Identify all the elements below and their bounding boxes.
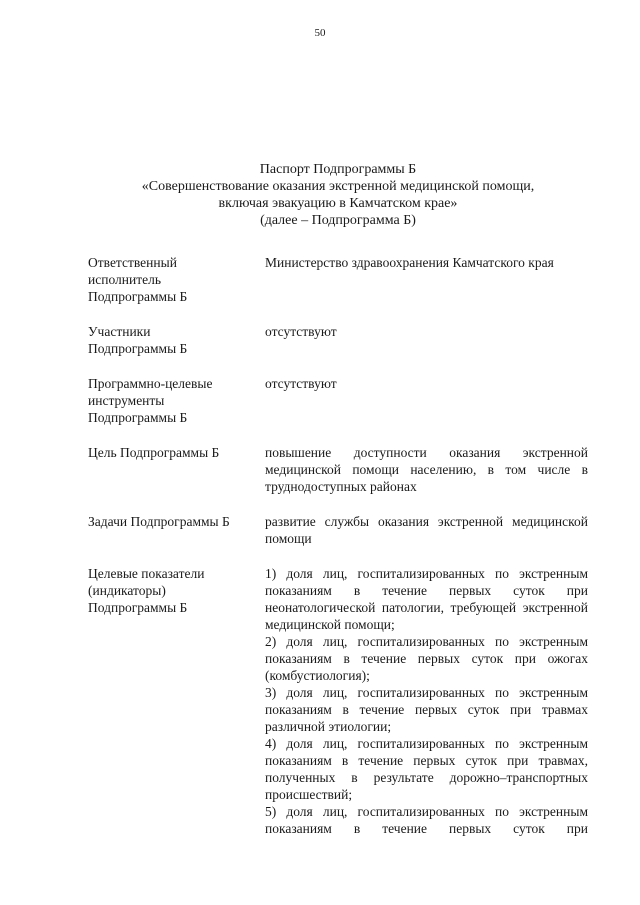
- row-label: [88, 513, 265, 547]
- label-line: Цель Подпрограммы Б: [88, 445, 220, 460]
- label-line: Целевые показатели: [88, 566, 205, 581]
- indicator-item: 5) доля лиц, госпитализированных по экстренным показаниям в течение первых суток при: [265, 804, 588, 836]
- indicator-item: 2) доля лиц, госпитализированных по экстренным показаниям в течение первых суток при ожогах (комбустиология);: [265, 634, 588, 683]
- row-label: [88, 323, 265, 357]
- label-line: Подпрограммы Б: [88, 600, 188, 615]
- value-text: Министерство здравоохранения Камчатского края: [265, 255, 554, 270]
- indicator-item: 4) доля лиц, госпитализированных по экстренным показаниям в течение первых суток при травмах, полученных в результате дорожно–транспортных происшествий;: [265, 736, 588, 802]
- label-line: инструменты: [88, 393, 165, 408]
- passport-table: [88, 254, 588, 837]
- label-line: Подпрограммы Б: [88, 410, 188, 425]
- indicator-item: 3) доля лиц, госпитализированных по экстренным показаниям в течение первых суток при травмах различной этиологии;: [265, 685, 588, 734]
- row-label: [88, 565, 265, 837]
- label-line: Программно-целевые: [88, 376, 213, 391]
- label-line: Подпрограммы Б: [88, 341, 188, 356]
- label-line: Задачи Подпрограммы Б: [88, 514, 230, 529]
- document-title: [88, 161, 588, 229]
- row-value: [265, 254, 588, 305]
- row-tasks: [88, 513, 588, 547]
- row-value: [265, 375, 588, 426]
- value-text: отсутствуют: [265, 324, 337, 339]
- row-value: [265, 513, 588, 547]
- row-value: [265, 444, 588, 495]
- value-text: повышение доступности оказания экстренной медицинской помощи населению, в том числе в труднодоступных районах: [265, 445, 588, 494]
- label-line: Подпрограммы Б: [88, 289, 188, 304]
- value-text: развитие службы оказания экстренной медицинской помощи: [265, 514, 588, 546]
- row-label: [88, 375, 265, 426]
- row-participants: [88, 323, 588, 357]
- row-instruments: [88, 375, 588, 426]
- value-text: отсутствуют: [265, 376, 337, 391]
- title-line-2: «Совершенствование оказания экстренной медицинской помощи,: [141, 179, 535, 194]
- indicator-item: 1) доля лиц, госпитализированных по экстренным показаниям в течение первых суток при неонатологической патологии, требующей экстренной медицинской помощи;: [265, 566, 588, 632]
- row-value: [265, 565, 588, 837]
- title-line-1: Паспорт Подпрограммы Б: [259, 162, 417, 177]
- row-value: [265, 323, 588, 357]
- row-responsible: [88, 254, 588, 305]
- title-line-3: включая эвакуацию в Камчатском крае»: [218, 196, 458, 211]
- page-number: 50: [314, 27, 326, 39]
- label-line: Ответственный: [88, 255, 177, 270]
- row-label: [88, 444, 265, 495]
- row-label: [88, 254, 265, 305]
- title-line-4: (далее – Подпрограмма Б): [260, 213, 416, 228]
- row-indicators: [88, 565, 588, 837]
- label-line: исполнитель: [88, 272, 161, 287]
- label-line: Участники: [88, 324, 151, 339]
- row-goal: [88, 444, 588, 495]
- label-line: (индикаторы): [88, 583, 166, 598]
